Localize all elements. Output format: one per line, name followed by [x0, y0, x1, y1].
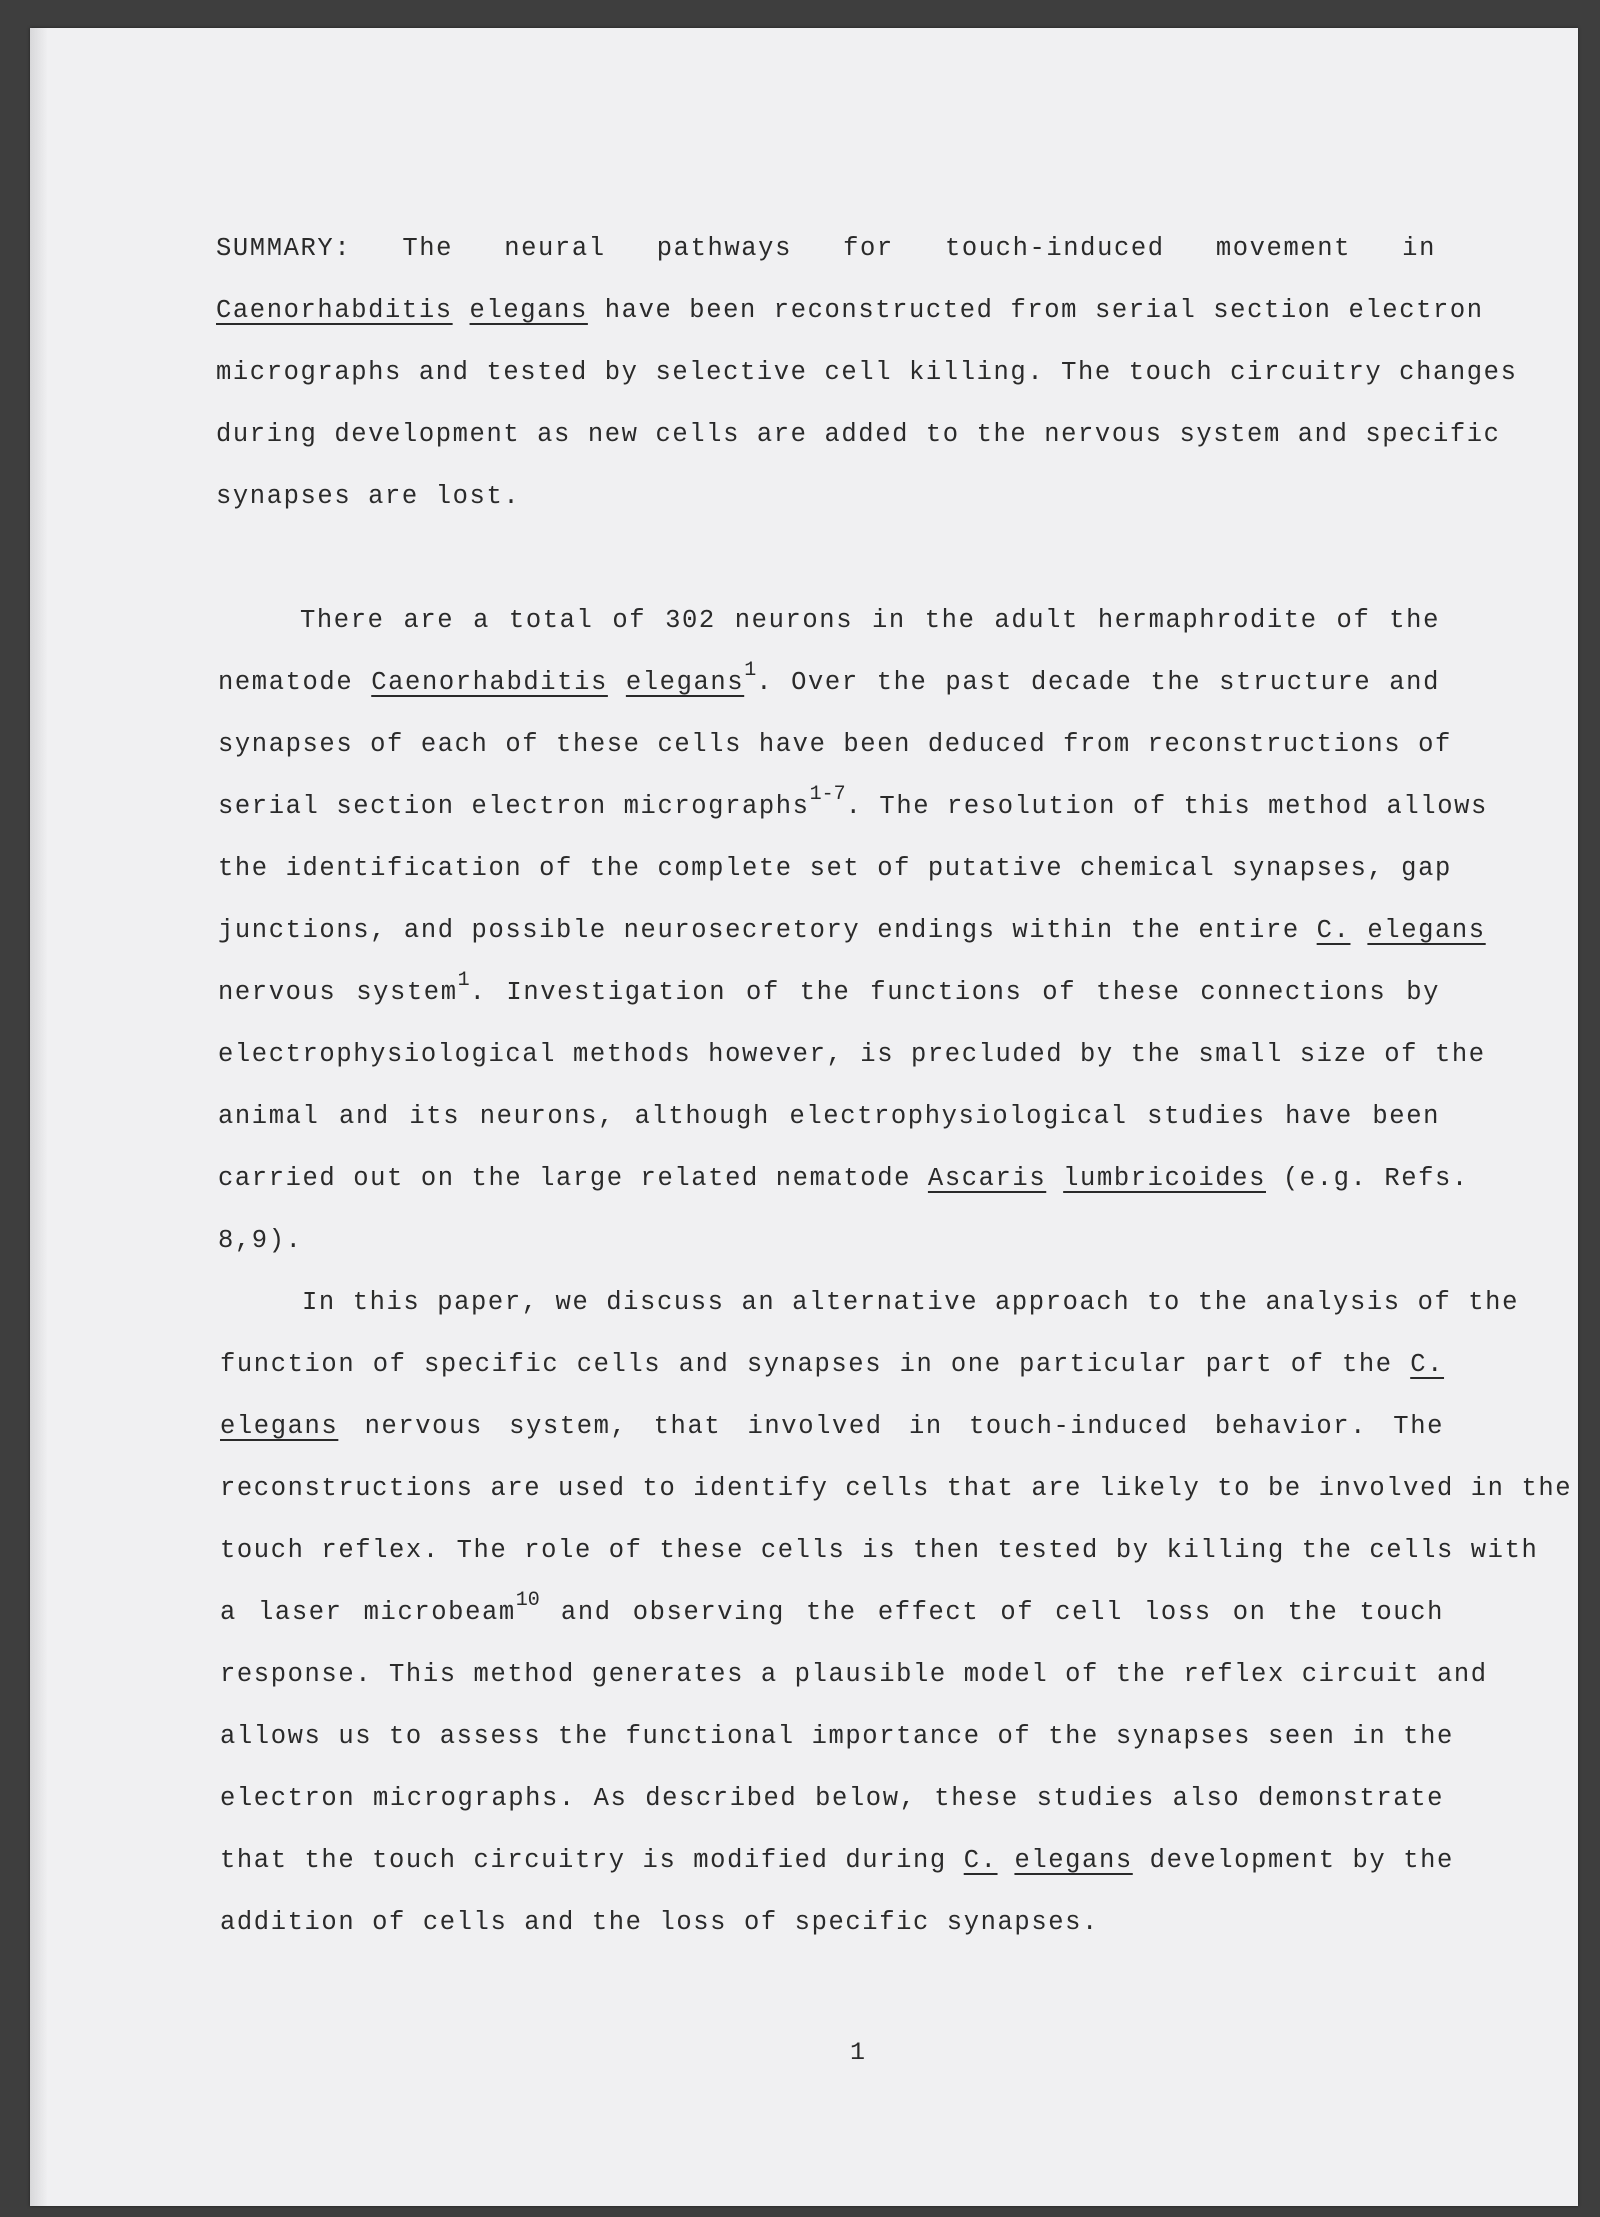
p1-line-11: 8,9). — [218, 1226, 303, 1255]
p2-line-11: addition of cells and the loss of specific synapses. — [220, 1908, 1099, 1937]
summary-line-4: during development as new cells are added to the nervous system and specific — [216, 420, 1501, 449]
page-number: 1 — [850, 2038, 866, 2067]
summary-heading: SUMMARY: — [216, 234, 352, 263]
summary-line-1: SUMMARY: The neural pathways for touch-induced movement in — [216, 234, 1436, 263]
p2-line-8: allows us to assess the functional importance of the synapses seen in the — [220, 1722, 1454, 1751]
p2-line-6: a laser microbeam$^{10}$ and observing the effect of cell loss on the touch — [220, 1589, 1445, 1627]
p1-line-2: nematode Caenorhabditis elegans$^1$. Over the past decade the structure and — [218, 659, 1440, 697]
summary-line-2: Caenorhabditis elegans have been reconstructed from serial section electron — [216, 296, 1484, 325]
p1-line-6: junctions, and possible neurosecretory endings within the entire C. elegans — [218, 916, 1486, 945]
p2-line-3: elegans nervous system, that involved in touch-induced behavior. The — [220, 1412, 1444, 1441]
p2-line-4: reconstructions are used to identify cells that are likely to be involved in the — [220, 1474, 1573, 1503]
p1-line-7: nervous system$^1$. Investigation of the functions of these connections by — [218, 969, 1440, 1007]
p1-line-9: animal and its neurons, although electrophysiological studies have been — [218, 1102, 1440, 1131]
p2-line-2: function of specific cells and synapses in one particular part of the C. — [220, 1350, 1445, 1379]
p2-line-1: In this paper, we discuss an alternative approach to the analysis of the — [302, 1288, 1519, 1317]
summary-line-3: micrographs and tested by selective cell killing. The touch circuitry changes — [216, 358, 1518, 387]
p1-line-3: synapses of each of these cells have been deduced from reconstructions of — [218, 730, 1452, 759]
paragraph-1 — [218, 590, 1488, 1272]
reference-superscript: 1-7 — [809, 783, 846, 806]
p1-line-4: serial section electron micrographs$^{1-7}$. The resolution of this method allows — [218, 783, 1488, 821]
summary-paragraph — [216, 218, 1518, 528]
p2-line-7: response. This method generates a plausible model of the reflex circuit and — [220, 1660, 1488, 1689]
p1-line-1: There are a total of 302 neurons in the adult hermaphrodite of the — [300, 606, 1440, 635]
species-genus: Caenorhabditis — [216, 296, 453, 325]
p1-line-10: carried out on the large related nematode Ascaris lumbricoides (e.g. Refs. — [218, 1164, 1469, 1193]
p1-line-8: electrophysiological methods however, is precluded by the small size of the — [218, 1040, 1486, 1069]
p2-line-9: electron micrographs. As described below, these studies also demonstrate — [220, 1784, 1444, 1813]
p2-line-5: touch reflex. The role of these cells is then tested by killing the cells with — [220, 1536, 1539, 1565]
document-page — [30, 28, 1578, 2206]
species-name: elegans — [469, 296, 588, 325]
summary-line-5: synapses are lost. — [216, 482, 521, 511]
p2-line-10: that the touch circuitry is modified during C. elegans development by the — [220, 1846, 1454, 1875]
reference-superscript: 1 — [744, 659, 757, 682]
paragraph-2 — [220, 1272, 1573, 1954]
reference-superscript: 10 — [515, 1589, 540, 1612]
p1-line-5: the identification of the complete set of putative chemical synapses, gap — [218, 854, 1452, 883]
reference-superscript: 1 — [457, 969, 470, 992]
